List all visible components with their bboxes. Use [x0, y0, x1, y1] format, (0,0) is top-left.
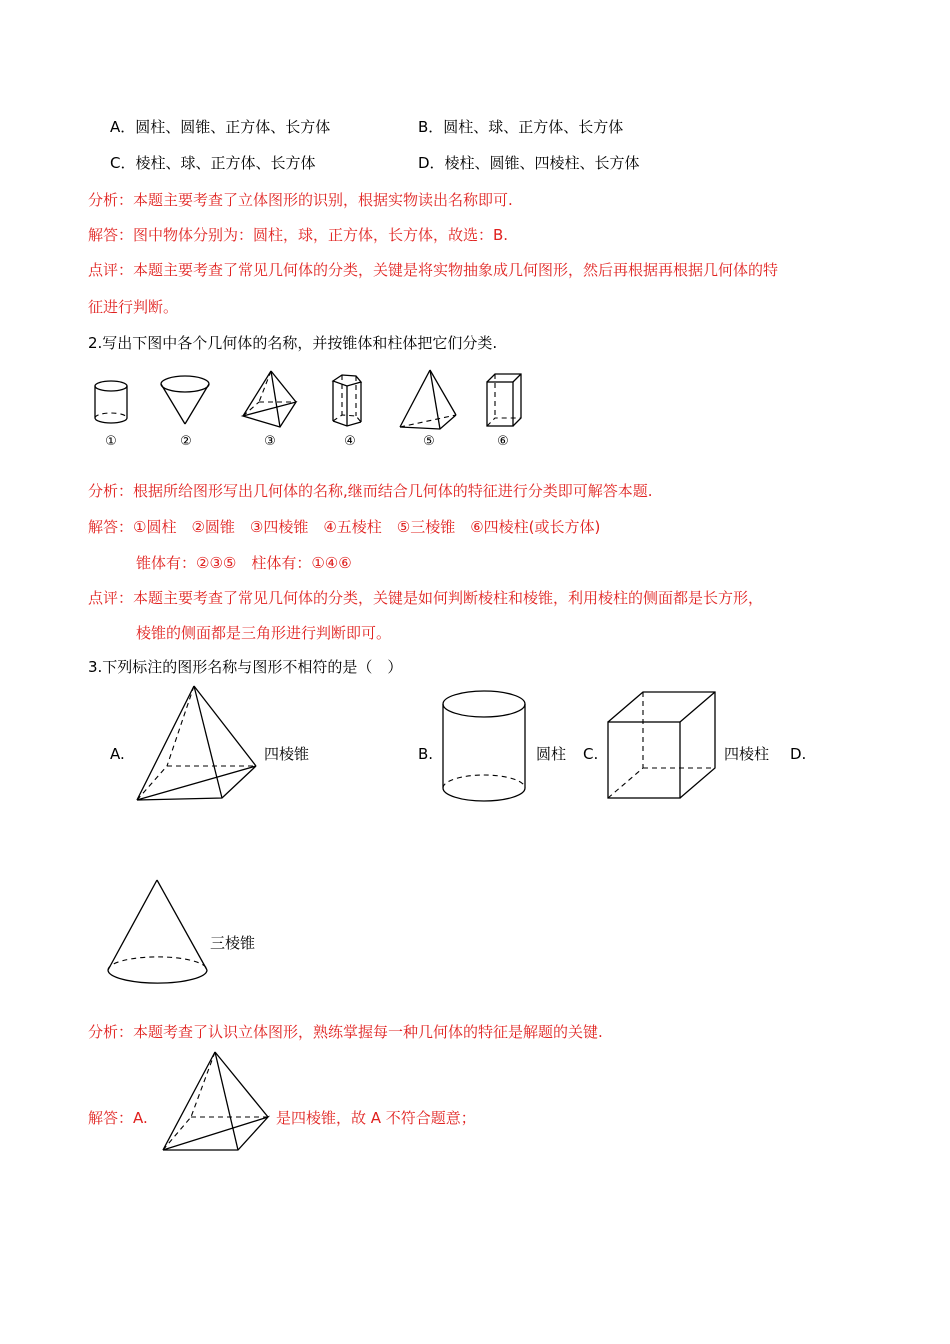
q2-answer-line1: 解答：①圆柱 ②圆锥 ③四棱锥 ④五棱柱 ⑤三棱锥 ⑥四棱柱(或长方体) [88, 518, 601, 536]
q3-option-c-name: 四棱柱 [724, 745, 770, 763]
q2-answer-line2: 锥体有：②③⑤ 柱体有：①④⑥ [136, 554, 352, 572]
figure-label-2: ② [180, 434, 192, 449]
q2-comment-line2: 棱锥的侧面都是三角形进行判断即可。 [136, 624, 392, 642]
figure-label-3: ③ [264, 434, 276, 449]
figure-label-6: ⑥ [497, 434, 509, 449]
figure-label-5: ⑤ [423, 434, 435, 449]
q2-comment-line1: 点评：本题主要考查了常见几何体的分类，关键是如何判断棱柱和棱锥，利用棱柱的侧面都是长方形， [88, 589, 764, 607]
q3-option-d-letter: D. [790, 745, 807, 763]
q1-comment-line1: 点评：本题主要考查了常见几何体的分类，关键是将实物抽象成几何图形，然后再根据再根据几何体的特 [88, 261, 779, 279]
q1-comment-line2: 征进行判断。 [88, 298, 179, 316]
q2-question: 2.写出下图中各个几何体的名称，并按锥体和柱体把它们分类. [88, 334, 498, 352]
q1-option-a: A．圆柱、圆锥、正方体、长方体 [110, 118, 331, 136]
figure-label-4: ④ [344, 434, 356, 449]
q3-option-b-letter: B. [418, 745, 434, 763]
q3-answer-prefix: 解答：A. [88, 1109, 148, 1127]
q3-option-b-name: 圆柱 [536, 745, 567, 763]
q3-answer-suffix: 是四棱锥，故 A 不符合题意； [276, 1109, 476, 1127]
q1-answer: 解答：图中物体分别为：圆柱，球，正方体，长方体，故选：B. [88, 226, 509, 244]
q1-option-b: B．圆柱、球、正方体、长方体 [418, 118, 624, 136]
q3-analysis: 分析：本题考查了认识立体图形，熟练掌握每一种几何体的特征是解题的关键. [88, 1023, 603, 1041]
q1-analysis: 分析：本题主要考查了立体图形的识别，根据实物读出名称即可. [88, 191, 513, 209]
q3-option-a-name: 四棱锥 [264, 745, 310, 763]
q2-analysis: 分析：根据所给图形写出几何体的名称,继而结合几何体的特征进行分类即可解答本题. [88, 482, 653, 500]
q1-option-c: C．棱柱、球、正方体、长方体 [110, 154, 316, 172]
q3-option-c-letter: C. [583, 745, 599, 763]
figure-label-1: ① [105, 434, 117, 449]
q3-question: 3.下列标注的图形名称与图形不相符的是（ ） [88, 658, 403, 676]
q1-option-d: D．棱柱、圆锥、四棱柱、长方体 [418, 154, 640, 172]
q3-option-a-letter: A. [110, 745, 125, 763]
q3-option-d-name: 三棱锥 [210, 934, 256, 952]
